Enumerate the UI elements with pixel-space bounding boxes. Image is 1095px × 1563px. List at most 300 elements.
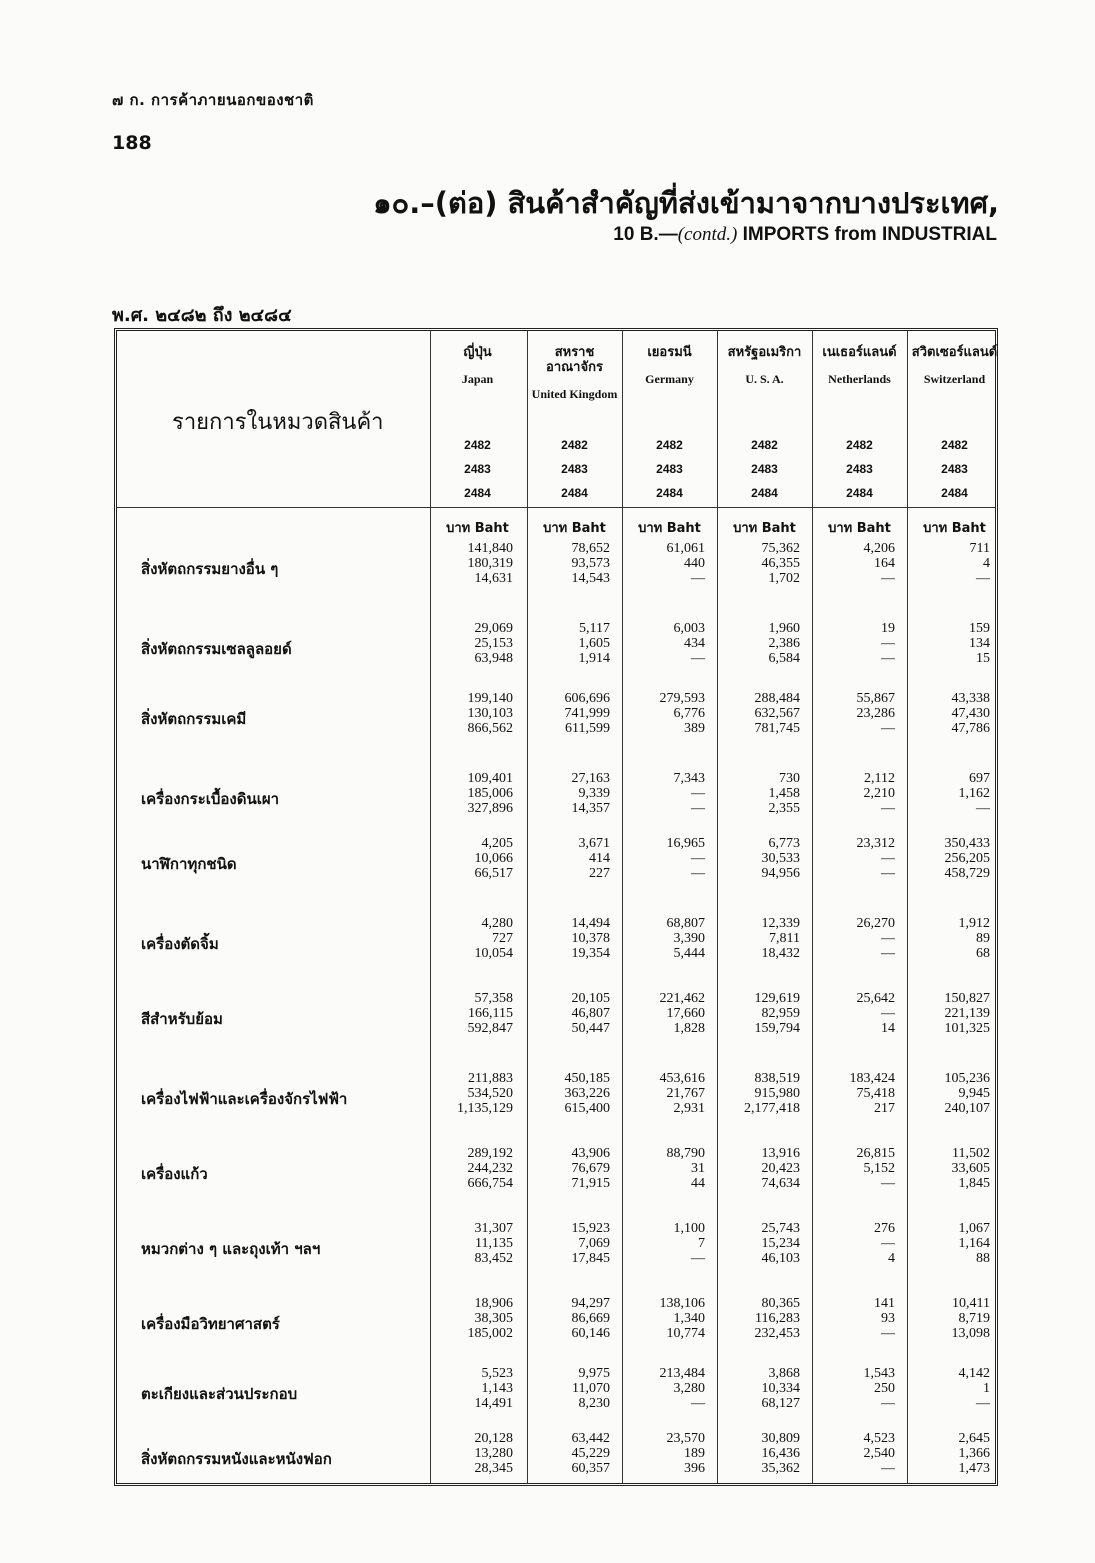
unit-label: บาท Baht xyxy=(828,521,891,536)
row-label: สีสำหรับย้อม xyxy=(141,1010,223,1028)
row-label: เครื่องกระเบื้องดินเผา xyxy=(141,790,280,808)
table-cell xyxy=(622,1221,705,1266)
cell-value: 3,390 xyxy=(673,931,705,946)
table-cell xyxy=(812,991,895,1036)
table-cell xyxy=(717,916,800,961)
row-label: ตะเกียงและส่วนประกอบ xyxy=(141,1385,298,1403)
cell-value: 1,702 xyxy=(768,571,800,586)
cell-value: 666,754 xyxy=(467,1176,513,1191)
cell-value: — xyxy=(691,1251,705,1266)
cell-value: 38,305 xyxy=(474,1311,513,1326)
year-label: 2482 xyxy=(656,438,683,452)
cell-value: — xyxy=(881,866,895,881)
cell-value: — xyxy=(881,931,895,946)
cell-value: 116,283 xyxy=(755,1311,800,1326)
cell-value: 244,232 xyxy=(467,1161,513,1176)
cell-value: 10,054 xyxy=(474,946,513,961)
year-label: 2484 xyxy=(751,486,778,500)
section-label: ๗ ก. การค้าภายนอกของชาติ xyxy=(112,91,314,109)
table-cell xyxy=(430,1071,513,1116)
cell-value: 16,436 xyxy=(761,1446,800,1461)
year-label: 2484 xyxy=(846,486,873,500)
cell-value: 14,491 xyxy=(474,1396,513,1411)
cell-value: 166,115 xyxy=(468,1006,513,1021)
cell-value: 164 xyxy=(874,556,895,571)
cell-value: — xyxy=(881,571,895,586)
table-cell xyxy=(527,1296,610,1341)
cell-value: 14,543 xyxy=(571,571,610,586)
cell-value: 1,366 xyxy=(958,1446,990,1461)
cell-value: 180,319 xyxy=(467,556,513,571)
header-divider xyxy=(117,507,995,508)
cell-value: 26,270 xyxy=(856,916,895,931)
cell-value: 23,286 xyxy=(856,706,895,721)
column-header-thai: ญี่ปุ่น xyxy=(463,345,492,360)
unit-label: บาท Baht xyxy=(446,521,509,536)
cell-value: 20,128 xyxy=(474,1431,513,1446)
cell-value: 256,205 xyxy=(944,851,990,866)
table-cell xyxy=(907,1221,990,1266)
cell-value: 453,616 xyxy=(659,1071,705,1086)
row-label: เครื่องมือวิทยาศาสตร์ xyxy=(141,1315,280,1333)
table-cell xyxy=(812,1071,895,1116)
table-cell xyxy=(430,1431,513,1476)
year-label: 2484 xyxy=(464,486,491,500)
cell-value: 159,794 xyxy=(754,1021,800,1036)
table-cell xyxy=(907,991,990,1036)
cell-value: 13,280 xyxy=(474,1446,513,1461)
cell-value: 5,117 xyxy=(579,621,610,636)
cell-value: 130,103 xyxy=(467,706,513,721)
cell-value: 2,355 xyxy=(768,801,800,816)
cell-value: 10,378 xyxy=(571,931,610,946)
cell-value: 838,519 xyxy=(754,1071,800,1086)
cell-value: 6,003 xyxy=(673,621,705,636)
cell-value: 43,906 xyxy=(571,1146,610,1161)
year-label: 2483 xyxy=(751,462,778,476)
cell-value: — xyxy=(691,866,705,881)
table-cell xyxy=(430,1366,513,1411)
year-list xyxy=(527,433,622,505)
table-cell xyxy=(430,621,513,666)
year-label: 2482 xyxy=(561,438,588,452)
cell-value: 66,517 xyxy=(474,866,513,881)
cell-value: 289,192 xyxy=(467,1146,513,1161)
year-label: 2482 xyxy=(464,438,491,452)
table-cell xyxy=(527,1221,610,1266)
cell-value: 16,965 xyxy=(666,836,705,851)
cell-value: 2,112 xyxy=(864,771,895,786)
column-header-thai: เนเธอร์แลนด์ xyxy=(822,345,897,360)
cell-value: 1,162 xyxy=(958,786,990,801)
cell-value: 3,868 xyxy=(768,1366,800,1381)
cell-value: 60,357 xyxy=(571,1461,610,1476)
cell-value: 10,411 xyxy=(952,1296,990,1311)
cell-value: 4,142 xyxy=(958,1366,990,1381)
cell-value: 1 xyxy=(983,1381,990,1396)
row-label: สิ่งหัตถกรรมเซลลูลอยด์ xyxy=(141,640,292,658)
cell-value: 141,840 xyxy=(467,541,513,556)
cell-value: 11,135 xyxy=(475,1236,513,1251)
column-header xyxy=(717,345,812,387)
imports-table xyxy=(114,328,998,1486)
column-header-thai: สหรัฐอเมริกา xyxy=(727,345,802,360)
row-label: สิ่งหัตถกรรมเคมี xyxy=(141,710,247,728)
table-cell xyxy=(907,691,990,736)
cell-value: 78,652 xyxy=(571,541,610,556)
row-label: เครื่องไฟฟ้าและเครื่องจักรไฟฟ้า xyxy=(141,1090,348,1108)
item-header: รายการในหมวดสินค้า xyxy=(172,410,384,435)
table-cell xyxy=(622,621,705,666)
cell-value: 185,002 xyxy=(467,1326,513,1341)
cell-value: 138,106 xyxy=(659,1296,705,1311)
table-cell xyxy=(812,1366,895,1411)
column-header-thai: สหราชอาณาจักร xyxy=(546,345,603,375)
cell-value: 29,069 xyxy=(474,621,513,636)
cell-value: 35,362 xyxy=(761,1461,800,1476)
table-cell xyxy=(812,836,895,881)
table-cell xyxy=(907,621,990,666)
cell-value: 211,883 xyxy=(468,1071,513,1086)
cell-value: 4 xyxy=(983,556,990,571)
row-label: เครื่องแก้ว xyxy=(141,1165,208,1183)
cell-value: 15,923 xyxy=(571,1221,610,1236)
column-header xyxy=(527,345,622,402)
table-cell xyxy=(527,541,610,586)
table-cell xyxy=(430,991,513,1036)
cell-value: — xyxy=(881,1326,895,1341)
cell-value: 183,424 xyxy=(849,1071,895,1086)
cell-value: 189 xyxy=(684,1446,705,1461)
cell-value: — xyxy=(881,1396,895,1411)
table-cell xyxy=(430,836,513,881)
cell-value: 80,365 xyxy=(761,1296,800,1311)
cell-value: 47,430 xyxy=(951,706,990,721)
year-list xyxy=(622,433,717,505)
cell-value: 3,280 xyxy=(673,1381,705,1396)
unit-label: บาท Baht xyxy=(543,521,606,536)
cell-value: 632,567 xyxy=(754,706,800,721)
title-english xyxy=(613,224,997,246)
cell-value: 129,619 xyxy=(754,991,800,1006)
table-cell xyxy=(622,1366,705,1411)
year-list xyxy=(907,433,1002,505)
column-header-english: Germany xyxy=(645,372,694,386)
table-cell xyxy=(812,691,895,736)
table-cell xyxy=(812,1146,895,1191)
cell-value: 82,959 xyxy=(761,1006,800,1021)
cell-value: 15 xyxy=(976,651,990,666)
row-label: สิ่งหัตถกรรมหนังและหนังฟอก xyxy=(141,1450,332,1468)
cell-value: 25,743 xyxy=(761,1221,800,1236)
cell-value: — xyxy=(881,651,895,666)
cell-value: 93,573 xyxy=(571,556,610,571)
cell-value: 68,807 xyxy=(666,916,705,931)
cell-value: 697 xyxy=(969,771,990,786)
cell-value: 1,100 xyxy=(673,1221,705,1236)
table-cell xyxy=(527,621,610,666)
cell-value: 2,386 xyxy=(768,636,800,651)
cell-value: 1,067 xyxy=(958,1221,990,1236)
unit-label: บาท Baht xyxy=(638,521,701,536)
cell-value: 10,334 xyxy=(761,1381,800,1396)
cell-value: 592,847 xyxy=(467,1021,513,1036)
cell-value: 7,811 xyxy=(769,931,800,946)
row-label: นาฬิกาทุกชนิด xyxy=(141,855,237,873)
cell-value: 17,845 xyxy=(571,1251,610,1266)
year-label: 2482 xyxy=(751,438,778,452)
cell-value: 60,146 xyxy=(571,1326,610,1341)
cell-value: 1,143 xyxy=(481,1381,513,1396)
cell-value: — xyxy=(881,1006,895,1021)
cell-value: — xyxy=(881,801,895,816)
cell-value: 4,206 xyxy=(863,541,895,556)
table-cell xyxy=(907,541,990,586)
year-label: 2482 xyxy=(846,438,873,452)
year-label: 2483 xyxy=(656,462,683,476)
cell-value: 9,945 xyxy=(958,1086,990,1101)
year-label: 2483 xyxy=(941,462,968,476)
column-header xyxy=(907,345,1002,387)
column-header xyxy=(622,345,717,387)
cell-value: 250 xyxy=(874,1381,895,1396)
table-cell xyxy=(430,771,513,816)
table-cell xyxy=(622,1431,705,1476)
cell-value: 232,453 xyxy=(754,1326,800,1341)
table-cell xyxy=(717,541,800,586)
page-number: 188 xyxy=(112,132,152,154)
table-cell xyxy=(812,1431,895,1476)
cell-value: 10,774 xyxy=(666,1326,705,1341)
cell-value: 50,447 xyxy=(571,1021,610,1036)
cell-value: 7,343 xyxy=(673,771,705,786)
cell-value: 221,139 xyxy=(944,1006,990,1021)
cell-value: 63,948 xyxy=(474,651,513,666)
cell-value: 18,432 xyxy=(761,946,800,961)
cell-value: 11,502 xyxy=(952,1146,990,1161)
cell-value: 711 xyxy=(969,541,990,556)
year-list xyxy=(812,433,907,505)
cell-value: 55,867 xyxy=(856,691,895,706)
table-cell xyxy=(527,691,610,736)
year-label: 2484 xyxy=(656,486,683,500)
cell-value: 141 xyxy=(874,1296,895,1311)
table-cell xyxy=(812,1221,895,1266)
cell-value: 21,767 xyxy=(666,1086,705,1101)
table-cell xyxy=(717,1221,800,1266)
cell-value: 109,401 xyxy=(467,771,513,786)
table-cell xyxy=(812,771,895,816)
cell-value: 199,140 xyxy=(467,691,513,706)
cell-value: 9,975 xyxy=(578,1366,610,1381)
cell-value: — xyxy=(976,1396,990,1411)
cell-value: 23,570 xyxy=(666,1431,705,1446)
cell-value: 27,163 xyxy=(571,771,610,786)
cell-value: — xyxy=(691,571,705,586)
cell-value: 134 xyxy=(969,636,990,651)
cell-value: — xyxy=(881,1236,895,1251)
table-cell xyxy=(717,1146,800,1191)
cell-value: 18,906 xyxy=(474,1296,513,1311)
cell-value: 26,815 xyxy=(856,1146,895,1161)
year-label: 2484 xyxy=(561,486,588,500)
cell-value: 3,671 xyxy=(578,836,610,851)
cell-value: 10,066 xyxy=(474,851,513,866)
cell-value: 1,845 xyxy=(958,1176,990,1191)
cell-value: 11,070 xyxy=(572,1381,610,1396)
cell-value: 534,520 xyxy=(467,1086,513,1101)
cell-value: 434 xyxy=(684,636,705,651)
cell-value: 1,473 xyxy=(958,1461,990,1476)
title-en-prefix: 10 B.— xyxy=(613,224,678,245)
cell-value: 6,776 xyxy=(673,706,705,721)
table-cell xyxy=(717,836,800,881)
table-cell xyxy=(812,916,895,961)
cell-value: 7,069 xyxy=(578,1236,610,1251)
cell-value: 93 xyxy=(881,1311,895,1326)
cell-value: 19 xyxy=(881,621,895,636)
cell-value: 730 xyxy=(779,771,800,786)
table-cell xyxy=(430,1296,513,1341)
column-header-english: U. S. A. xyxy=(745,372,784,386)
cell-value: 2,210 xyxy=(863,786,895,801)
cell-value: — xyxy=(881,946,895,961)
table-cell xyxy=(717,1431,800,1476)
cell-value: 8,230 xyxy=(578,1396,610,1411)
cell-value: 1,912 xyxy=(958,916,990,931)
cell-value: 2,931 xyxy=(673,1101,705,1116)
cell-value: 276 xyxy=(874,1221,895,1236)
cell-value: 217 xyxy=(874,1101,895,1116)
cell-value: 5,523 xyxy=(481,1366,513,1381)
cell-value: 19,354 xyxy=(571,946,610,961)
column-header-thai: สวิตเซอร์แลนด์ xyxy=(911,345,998,360)
table-cell xyxy=(622,541,705,586)
cell-value: 47,786 xyxy=(951,721,990,736)
cell-value: 46,807 xyxy=(571,1006,610,1021)
year-label: 2483 xyxy=(561,462,588,476)
cell-value: 781,745 xyxy=(754,721,800,736)
cell-value: 611,599 xyxy=(565,721,610,736)
cell-value: 615,400 xyxy=(564,1101,610,1116)
cell-value: 1,164 xyxy=(958,1236,990,1251)
cell-value: 1,828 xyxy=(673,1021,705,1036)
cell-value: 213,484 xyxy=(659,1366,705,1381)
cell-value: 14,357 xyxy=(571,801,610,816)
cell-value: — xyxy=(691,651,705,666)
table-cell xyxy=(812,621,895,666)
table-cell xyxy=(907,1146,990,1191)
table-cell xyxy=(907,1296,990,1341)
cell-value: 71,915 xyxy=(571,1176,610,1191)
table-cell xyxy=(717,1296,800,1341)
table-cell xyxy=(812,541,895,586)
table-cell xyxy=(527,991,610,1036)
cell-value: 915,980 xyxy=(754,1086,800,1101)
cell-value: 150,827 xyxy=(944,991,990,1006)
cell-value: 350,433 xyxy=(944,836,990,851)
table-cell xyxy=(430,1146,513,1191)
table-cell xyxy=(430,1221,513,1266)
table-cell xyxy=(907,1431,990,1476)
column-header-english: United Kingdom xyxy=(531,387,618,401)
table-cell xyxy=(717,1366,800,1411)
year-label: 2482 xyxy=(941,438,968,452)
table-cell xyxy=(527,836,610,881)
table-cell xyxy=(622,836,705,881)
cell-value: 88 xyxy=(976,1251,990,1266)
cell-value: 7 xyxy=(698,1236,705,1251)
cell-value: 14 xyxy=(881,1021,895,1036)
cell-value: 33,605 xyxy=(951,1161,990,1176)
cell-value: — xyxy=(976,571,990,586)
cell-value: 20,423 xyxy=(761,1161,800,1176)
title-thai: ๑๐.–(ต่อ) สินค้าสำคัญที่ส่งเข้ามาจากบางประเทศ, xyxy=(373,186,999,220)
table-cell xyxy=(622,1296,705,1341)
table-cell xyxy=(430,541,513,586)
cell-value: 5,444 xyxy=(673,946,705,961)
year-list xyxy=(430,433,525,505)
cell-value: — xyxy=(691,801,705,816)
row-label: หมวกต่าง ๆ และถุงเท้า ฯลฯ xyxy=(141,1240,321,1258)
cell-value: 63,442 xyxy=(571,1431,610,1446)
cell-value: — xyxy=(881,1461,895,1476)
table-cell xyxy=(527,1146,610,1191)
cell-value: 1,960 xyxy=(768,621,800,636)
cell-value: 94,956 xyxy=(761,866,800,881)
cell-value: 5,152 xyxy=(863,1161,895,1176)
table-cell xyxy=(907,1071,990,1116)
table-cell xyxy=(527,1071,610,1116)
year-label: 2483 xyxy=(464,462,491,476)
table-cell xyxy=(907,916,990,961)
cell-value: 6,584 xyxy=(768,651,800,666)
table-cell xyxy=(622,1071,705,1116)
cell-value: 30,533 xyxy=(761,851,800,866)
table-cell xyxy=(717,771,800,816)
cell-value: 4,523 xyxy=(863,1431,895,1446)
cell-value: 288,484 xyxy=(754,691,800,706)
cell-value: 25,642 xyxy=(856,991,895,1006)
column-header-english: Switzerland xyxy=(923,372,986,386)
cell-value: 57,358 xyxy=(474,991,513,1006)
cell-value: 2,540 xyxy=(863,1446,895,1461)
cell-value: 23,312 xyxy=(856,836,895,851)
cell-value: 74,634 xyxy=(761,1176,800,1191)
column-header-english: Netherlands xyxy=(828,372,891,386)
cell-value: 105,236 xyxy=(944,1071,990,1086)
cell-value: 389 xyxy=(684,721,705,736)
cell-value: 1,914 xyxy=(578,651,610,666)
cell-value: 86,669 xyxy=(571,1311,610,1326)
cell-value: 440 xyxy=(684,556,705,571)
cell-value: 83,452 xyxy=(474,1251,513,1266)
year-range: พ.ศ. ๒๔๘๒ ถึง ๒๔๘๔ xyxy=(112,305,292,326)
cell-value: 4,205 xyxy=(481,836,513,851)
cell-value: 17,660 xyxy=(666,1006,705,1021)
cell-value: 4,280 xyxy=(481,916,513,931)
cell-value: 279,593 xyxy=(659,691,705,706)
table-cell xyxy=(527,1431,610,1476)
year-label: 2484 xyxy=(941,486,968,500)
cell-value: 13,098 xyxy=(951,1326,990,1341)
table-cell xyxy=(717,691,800,736)
table-cell xyxy=(430,916,513,961)
cell-value: 458,729 xyxy=(944,866,990,881)
table-cell xyxy=(622,916,705,961)
cell-value: 6,773 xyxy=(768,836,800,851)
cell-value: 1,458 xyxy=(768,786,800,801)
